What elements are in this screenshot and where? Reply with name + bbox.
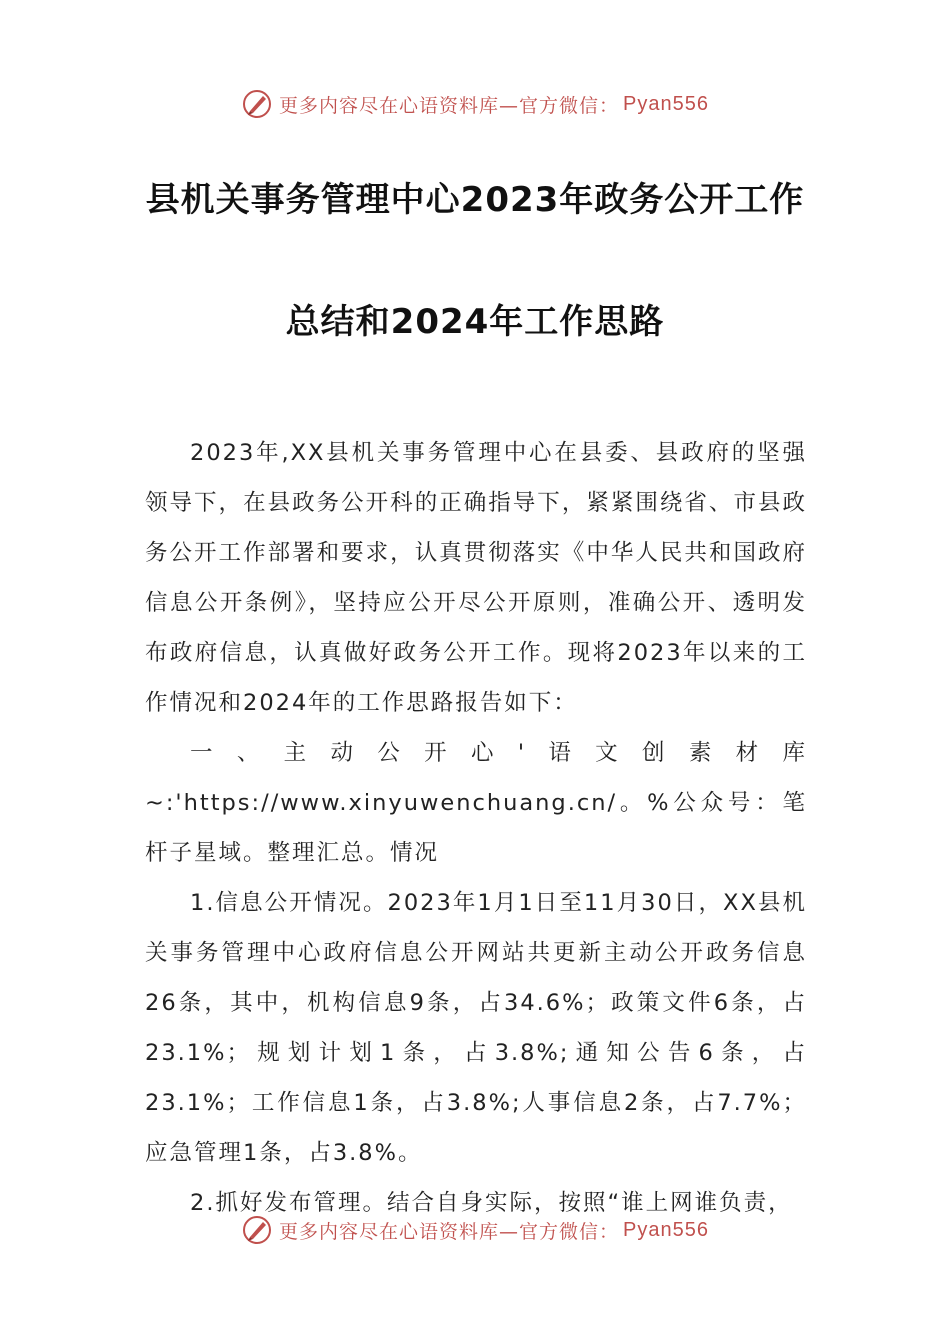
- document-body: [145, 428, 807, 1228]
- watermark-text: 更多内容尽在心语资料库—官方微信：: [279, 1220, 620, 1243]
- paragraph-item-1: 1.信息公开情况。2023年1月1日至11月30日，XX县机关事务管理中心政府信息公开网站共更新主动公开政务信息26条，其中，机构信息9条，占34.6%；政策文件6条，占23.1%；规划计划1条，占3.8%;通知公告6条，占23.1%；工作信息1条，占3.8%;人事信息2条，占7.7%；应急管理1条，占3.8%。: [145, 890, 807, 1166]
- paragraph-intro: 2023年,XX县机关事务管理中心在县委、县政府的坚强领导下，在县政务公开科的正确指导下，紧紧围绕省、市县政务公开工作部署和要求，认真贯彻落实《中华人民共和国政府信息公开条例》，坚持应公开尽公开原则，准确公开、透明发布政府信息，认真做好政务公开工作。现将2023年以来的工作情况和2024年的工作思路报告如下：: [145, 440, 807, 716]
- watermark-text: 更多内容尽在心语资料库—官方微信：: [279, 94, 620, 117]
- watermark-banner-bottom: [0, 1210, 950, 1250]
- watermark-wechat-id: Pyan556: [623, 1218, 709, 1241]
- pen-circle-logo-icon: [241, 1214, 273, 1246]
- document-title-line-1: 县机关事务管理中心2023年政务公开工作: [145, 180, 805, 220]
- paragraph-section-heading: 一、主动公开心'语文创素材库~:'https://www.xinyuwenchuang.cn/。%公众号：笔杆子星域。整理汇总。情况: [145, 740, 807, 866]
- document-title-line-2: 总结和2024年工作思路: [285, 302, 665, 342]
- pen-circle-logo-icon: [241, 88, 273, 120]
- watermark-banner-top: [0, 84, 950, 124]
- paragraph-item-2: 2.抓好发布管理。结合自身实际，按照“谁上网谁负责，: [190, 1190, 793, 1216]
- watermark-wechat-id: Pyan556: [623, 92, 709, 115]
